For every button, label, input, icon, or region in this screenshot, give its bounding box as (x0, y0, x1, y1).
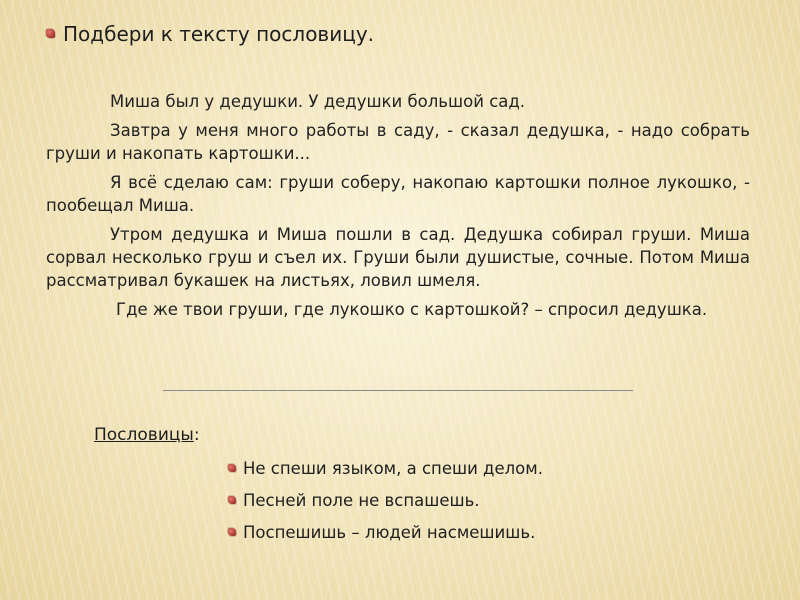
proverb-item (228, 521, 543, 553)
slide-title (46, 22, 374, 46)
story-paragraph: Где же твои груши, где лукошко с картошкой? – спросил дедушка. (116, 300, 708, 319)
proverbs-heading-text: Пословицы (94, 425, 194, 445)
divider-line (163, 390, 633, 391)
proverb-text: Поспешишь – людей насмешишь. (243, 523, 536, 542)
proverb-item (228, 457, 543, 489)
proverbs-list (228, 457, 543, 553)
proverbs-heading (94, 425, 200, 445)
bullet-icon (228, 528, 236, 536)
story-paragraph: Завтра у меня много работы в саду, - сказал дедушка, - надо собрать груши и накопать картошки... (46, 121, 750, 163)
proverb-text: Не спеши языком, а спеши делом. (243, 459, 543, 478)
proverb-item (228, 489, 543, 521)
story-paragraph: Утром дедушка и Миша пошли в сад. Дедушка собирал груши. Миша сорвал несколько груш и съел их. Груши были душистые, сочные. Потом Миша рассматривал букашек на листьях, ловил шмеля. (46, 225, 750, 290)
story-paragraph: Я всё сделаю сам: груши соберу, накопаю картошки полное лукошко, - пообещал Миша. (46, 173, 750, 215)
slide-title-text: Подбери к тексту пословицу. (63, 22, 375, 46)
bullet-icon (46, 29, 55, 38)
story-text (46, 90, 750, 327)
bullet-icon (228, 464, 236, 472)
bullet-icon (228, 496, 236, 504)
story-paragraph: Миша был у дедушки. У дедушки большой сад. (110, 92, 526, 111)
proverbs-heading-colon: : (193, 425, 200, 445)
proverb-text: Песней поле не вспашешь. (243, 491, 480, 510)
